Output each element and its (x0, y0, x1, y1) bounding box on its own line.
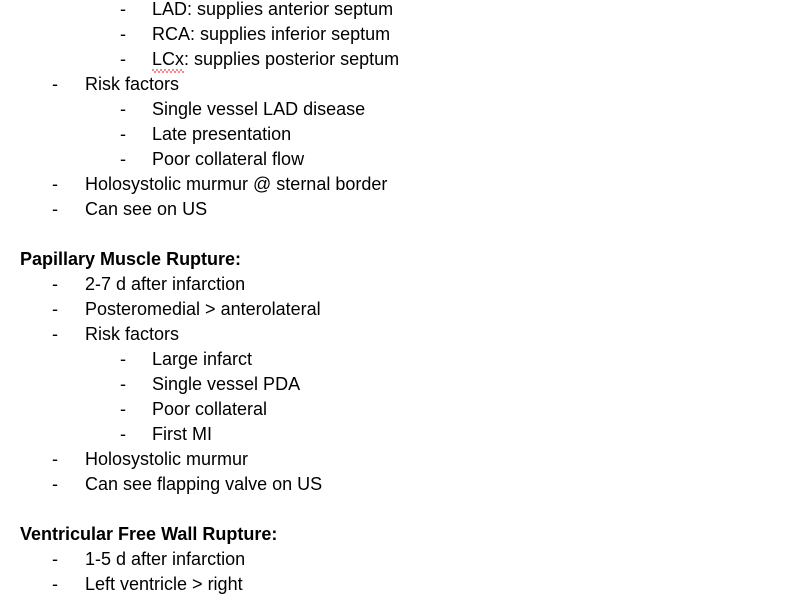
bullet-item-level-2 (0, 0, 800, 22)
bullet-item-level-1 (0, 447, 800, 472)
bullet-item-label: 2-7 d after infarction (85, 274, 246, 294)
bullet-item-label: Poor collateral (152, 399, 268, 419)
bullet-dash-icon: - (52, 274, 58, 294)
bullet-dash-icon: - (52, 174, 58, 194)
bullet-dash-icon: - (120, 149, 126, 169)
bullet-item-level-1 (0, 572, 800, 597)
bullet-dash-icon: - (120, 99, 126, 119)
bullet-item-level-2 (0, 47, 800, 72)
bullet-item-level-1 (0, 322, 800, 347)
section-heading-label: Papillary Muscle Rupture: (20, 249, 242, 269)
blank-line (0, 222, 800, 247)
bullet-item-level-1 (0, 72, 800, 97)
section-heading (0, 522, 800, 547)
bullet-item-level-1 (0, 197, 800, 222)
bullet-item-label: Posteromedial > anterolateral (85, 299, 321, 319)
blank-line (0, 497, 800, 522)
bullet-item-label: Can see on US (85, 199, 208, 219)
bullet-dash-icon: - (120, 124, 126, 144)
bullet-dash-icon: - (120, 24, 126, 44)
bullet-dash-icon: - (52, 299, 58, 319)
bullet-item-level-1 (0, 472, 800, 497)
bullet-item-label-rest: : supplies posterior septum (184, 49, 400, 69)
bullet-dash-icon: - (52, 449, 58, 469)
bullet-item-label (152, 47, 399, 72)
bullet-item-level-1 (0, 272, 800, 297)
bullet-item-level-2 (0, 347, 800, 372)
bullet-item-level-1 (0, 297, 800, 322)
bullet-item-label: LAD: supplies anterior septum (152, 0, 394, 19)
bullet-item-level-1 (0, 547, 800, 572)
bullet-item-label: First MI (152, 424, 212, 444)
bullet-item-level-2 (0, 397, 800, 422)
bullet-item-level-2 (0, 372, 800, 397)
bullet-dash-icon: - (120, 399, 126, 419)
bullet-item-label: Late presentation (152, 124, 292, 144)
bullet-dash-icon: - (52, 549, 58, 569)
bullet-item-level-2 (0, 422, 800, 447)
bullet-item-label: Single vessel PDA (152, 374, 301, 394)
section-heading-label: Ventricular Free Wall Rupture: (20, 524, 278, 544)
bullet-item-label: Poor collateral flow (152, 149, 305, 169)
bullet-item-label: Holosystolic murmur @ sternal border (85, 174, 388, 194)
bullet-item-label: Risk factors (85, 74, 180, 94)
bullet-item-label: RCA: supplies inferior septum (152, 24, 391, 44)
bullet-dash-icon: - (120, 374, 126, 394)
bullet-dash-icon: - (52, 574, 58, 594)
bullet-dash-icon: - (52, 324, 58, 344)
bullet-item-label: Large infarct (152, 349, 253, 369)
bullet-item-level-1 (0, 172, 800, 197)
bullet-item-label: Holosystolic murmur (85, 449, 249, 469)
bullet-item-label: Single vessel LAD disease (152, 99, 366, 119)
bullet-dash-icon: - (120, 0, 126, 19)
bullet-dash-icon: - (120, 349, 126, 369)
bullet-dash-icon: - (52, 474, 58, 494)
bullet-item-label: Can see flapping valve on US (85, 474, 323, 494)
bullet-item-label: 1-5 d after infarction (85, 549, 246, 569)
misspelled-word[interactable]: LCx (152, 47, 184, 72)
bullet-item-level-2 (0, 97, 800, 122)
section-heading (0, 247, 800, 272)
bullet-dash-icon: - (120, 49, 126, 69)
bullet-item-label: Left ventricle > right (85, 574, 243, 594)
bullet-item-label: Risk factors (85, 324, 180, 344)
bullet-dash-icon: - (120, 424, 126, 444)
bullet-item-level-2 (0, 22, 800, 47)
bullet-item-level-2 (0, 147, 800, 172)
bullet-dash-icon: - (52, 74, 58, 94)
bullet-item-level-2 (0, 122, 800, 147)
bullet-dash-icon: - (52, 199, 58, 219)
